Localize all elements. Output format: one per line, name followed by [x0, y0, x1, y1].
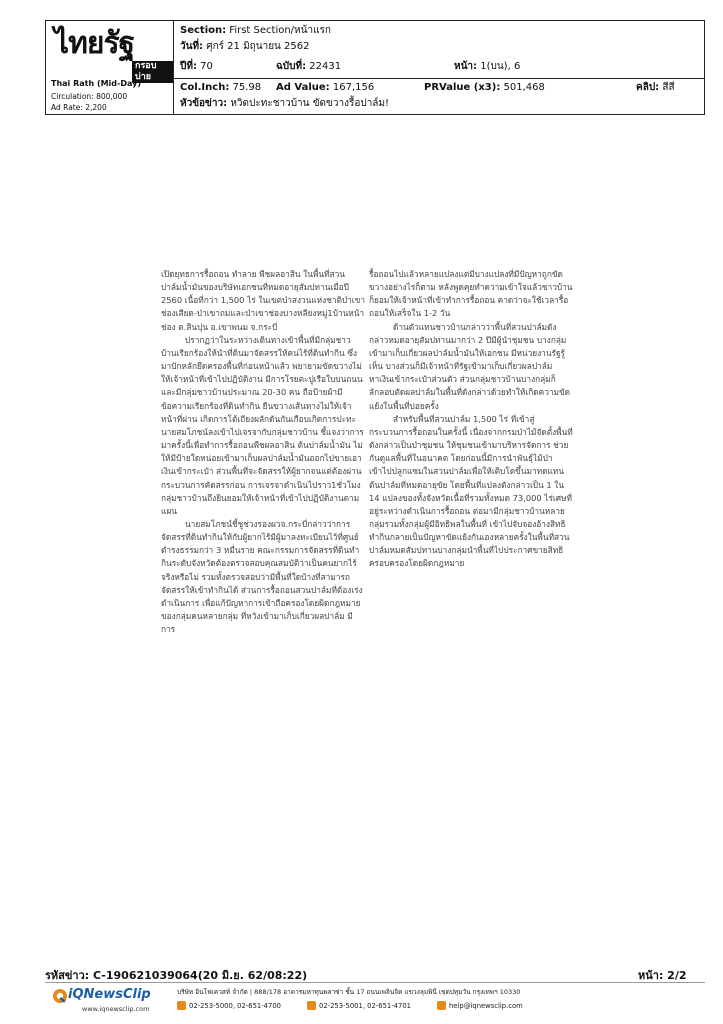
date-value: ศุกร์ 21 มิถุนายน 2562: [206, 41, 310, 52]
contact-fax: 02-253-5001, 02-651-4701: [307, 1001, 411, 1010]
contact-phone: 02-253-5000, 02-651-4700: [177, 1001, 281, 1010]
header-divider: [174, 78, 705, 79]
clip-header: [45, 20, 705, 115]
company-address: บริษัท อินโฟเควสท์ จำกัด | 888/178 อาคารมหาทุนพลาซ่า ชั้น 17 ถนนเพลินจิต แขวงลุมพินี เขตปทุมวัน กรุงเทพฯ 10330: [177, 988, 521, 996]
section-field: Section: First Section/หน้าแรก: [180, 25, 331, 36]
publication-panel: [46, 21, 174, 114]
clip-logo-icon: [52, 988, 68, 1004]
paragraph: ด้านตัวแทนชาวบ้านกล่าวว่าพื้นที่สวนปาล์มดังกล่าวหมดอายุสัมปทานมากว่า 2 ปีมีผู้นำชุมชน บางกลุ่มเข้ามาเก็บเกี่ยวผลปาล์มน้ำมันให้เอกชน มีหน่วยงานรัฐรู้เห็น บางส่วนก็มีเจ้าหน้าที่รัฐเข้ามาเก็บเกี่ยวผลปาล์มหาเงินเข้ากระเป๋าส่วนตัว ส่วนกลุ่มชาวบ้านบางกลุ่มก็ลักลอบตัดผลปาล์มในพื้นที่ดังกล่าวด้วยทำให้เกิดความขัดแย้งในพื้นที่บ่อยครั้ง: [369, 321, 571, 411]
paragraph: เปิดยุทธการรื้อถอน ทำลาย พืชผลอาสิน ในพื้นที่สวนปาล์มน้ำมันของบริษัทเอกชนที่หมดอายุสัมปทานเมื่อปี 2560 เนื้อที่กว่า 1,500 ไร่ ในเขตป่าสงวนแห่งชาติป่าเขาช่องเสียด-ป่าเขาถมและป่าเขาช่องบางหลียงหมู่1บ้านหน้าช่อง ต.สินปุน อ.เขาพนม จ.กระบี่: [161, 269, 365, 332]
ad-rate: Ad Rate: 2,200: [51, 103, 107, 112]
pr-value-field: PRValue (x3): 501,468: [424, 82, 545, 93]
contact-email[interactable]: help@iqnewsclip.com: [437, 1001, 523, 1010]
paragraph: นายสมโภชน์ชี้ชูช่วงรองผวจ.กระบี่กล่าวว่าการจัดสรรที่ดินทำกินให้กับผู้ยากไร้มีผู้มาลงทะเบียนไว้ที่ศูนย์ดำรงธรรมกว่า 3 หมื่นราย คณะกรรมการจัดสรรที่ดินทำกินระดับจังหวัดต้องตรวจสอบคุณสมบัติว่าเป็นคนยากไร้จริงหรือไม่ รวมทั้งตรวจสอบว่ามีพื้นที่ใดบ้างที่สามารถจัดสรรให้เข้าทำกินได้ ส่วนการรื้อถอนสวนปาล์มที่ต้องเร่งดำเนินการ เพื่อแก้ปัญหาการเข้าถือครองโดยผิดกฎหมายของกลุ่มคนหลายกลุ่ม ที่หวังเข้ามาเก็บเกี่ยวผลปาล์ม มีการ: [161, 518, 363, 635]
page-value: 1(บน), 6: [480, 61, 521, 72]
email-icon: [437, 1001, 446, 1010]
paragraph: ปรากฏว่าในระหว่างเดินทางเข้าพื้นที่มีกลุ่มชาวบ้านเรียกร้องให้นำที่ดินมาจัดสรรให้คนไร้ที่ดินทำกิน ซึ่งมาปักหลักยึดครองพื้นที่ก่อนหน้าแล้ว พยายามขัดขวางไม่ให้เจ้าหน้าที่เข้าไปปฏิบัติงาน มีการโรยตะปูเรือใบบนถนน และมีกลุ่มชาวบ้านประมาณ 20-30 คน ถือป้ายผ้ามีข้อความเรียกร้องที่ดินทำกิน ยืนขวางเส้นทางไม่ให้เจ้าหน้าที่ผ่าน เกิดการโต้เถียงผลักดันกันเกือบเกิดการปะทะ นายสมโภชน์ลงเข้าไปเจรจากับกลุ่มชาวบ้าน ชี้แจงว่าการมาครั้งนี้เพื่อทำการรื้อถอนพืชผลอาสิน ต้นปาล์มน้ำมัน ไม่ให้มีป้ายใดหน่อยเข้ามาเก็บผลปาล์มน้ำมันออกไปขายเอาเงินเข้ากระเป๋า ส่วนพื้นที่จะจัดสรรให้ผู้ยากจนแต่ต้องผ่านกระบวนการคัดสรรก่อน การเจรจาดำเนินไปราว1ชั่วโมงกลุ่มชาวบ้านถึงยินยอมให้เจ้าหน้าที่เข้าไปปฏิบัติงานตามแผน: [161, 334, 364, 516]
page-number: หน้า: 2/2: [638, 969, 687, 982]
headline-value: หวิดปะทะชาวบ้าน ขัดขวางรื้อปาล์ม!: [230, 98, 390, 109]
ad-value-value: 167,156: [332, 82, 375, 93]
phone-icon: [177, 1001, 186, 1010]
headline-field: หัวข้อข่าว: หวิดปะทะชาวบ้าน ขัดขวางรื้อปาล์ม!: [180, 98, 390, 109]
ad-value-field: Ad Value: 167,156: [276, 82, 375, 93]
page-field: หน้า: 1(บน), 6: [454, 61, 521, 72]
clip-field: คลิป: สีสี: [636, 82, 675, 93]
news-code: รหัสข่าว: C-190621039064(20 มิ.ย. 62/08:22): [45, 969, 308, 982]
footer-divider: [45, 982, 705, 983]
clip-value: สีสี: [662, 82, 675, 93]
issue-value: 22431: [309, 61, 342, 72]
publication-name: Thai Rath (Mid-Day): [51, 79, 142, 88]
date-field: วันที่: ศุกร์ 21 มิถุนายน 2562: [180, 41, 310, 52]
logo-wordmark: iQNewsClip: [68, 987, 151, 1002]
issue-field: ฉบับที่: 22431: [276, 61, 342, 72]
pr-value-value: 501,468: [503, 82, 545, 93]
article-column-right: [369, 268, 574, 571]
iqnewsclip-logo: [50, 986, 170, 1018]
col-inch-field: Col.Inch: 75.98: [180, 82, 262, 93]
edition-badge: กรอบบ่าย: [132, 61, 173, 83]
logo-url: www.iqnewsclip.com: [82, 1005, 150, 1013]
circulation: Circulation: 800,000: [51, 92, 128, 101]
fax-icon: [307, 1001, 316, 1010]
article-column-left: [161, 268, 365, 636]
col-inch-value: 75.98: [232, 82, 262, 93]
newspaper-logo: ไทยรัฐ: [54, 26, 135, 61]
section-value: First Section/หน้าแรก: [229, 25, 331, 36]
paragraph: สำหรับพื้นที่สวนปาล์ม 1,500 ไร่ ที่เข้าสู่กระบวนการรื้อถอนในครั้งนี้ เนื่องจากกรมป่าไม้จัดตั้งพื้นที่ดังกล่าวเป็นป่าชุมชน ให้ชุมชนเข้ามาบริหารจัดการ ช่วยกันดูแลพื้นที่ในอนาคต โดยก่อนนี้มีการนำพันธุ์ไม้ป่าเข้าไปปลูกแซมในสวนปาล์มเพื่อให้เติบโตขึ้นมาทดแทนต้นปาล์มที่หมดอายุขัย โดยพื้นที่แปลงดังกล่าวเป็น 1 ใน 14 แปลงของทั้งจังหวัดเนื้อที่รวมทั้งหมด 73,000 ไร่เศษที่อยู่ระหว่างดำเนินการรื้อถอน ต่อมามีกลุ่มชาวบ้านหลายกลุ่มรวมทั้งกลุ่มผู้มีอิทธิพลในพื้นที่ เข้าไปจับจองอ้างสิทธิทำกินกลายเป็นปัญหาขัดแย้งกันเองหลายครั้งในพื้นที่สวนปาล์มหมดสัมปทานบางกลุ่มนำพื้นที่ไปประกาศขายสิทธิครอบครองโดยผิดกฎหมาย: [369, 413, 573, 569]
year-field: ปีที่: 70: [180, 61, 213, 72]
year-value: 70: [200, 61, 213, 72]
paragraph: รื้อถอนไปแล้วหลายแปลงแต่มีบางแปลงที่มีปัญหาถูกขัดขวางอย่างไรก็ตาม หลังพูดคุยทำความเข้าใจแล้วชาวบ้านก็ยอมให้เจ้าหน้าที่เข้าทำการรื้อถอน คาดว่าจะใช้เวลารื้อถอนให้เสร็จใน 1-2 วัน: [369, 269, 573, 319]
